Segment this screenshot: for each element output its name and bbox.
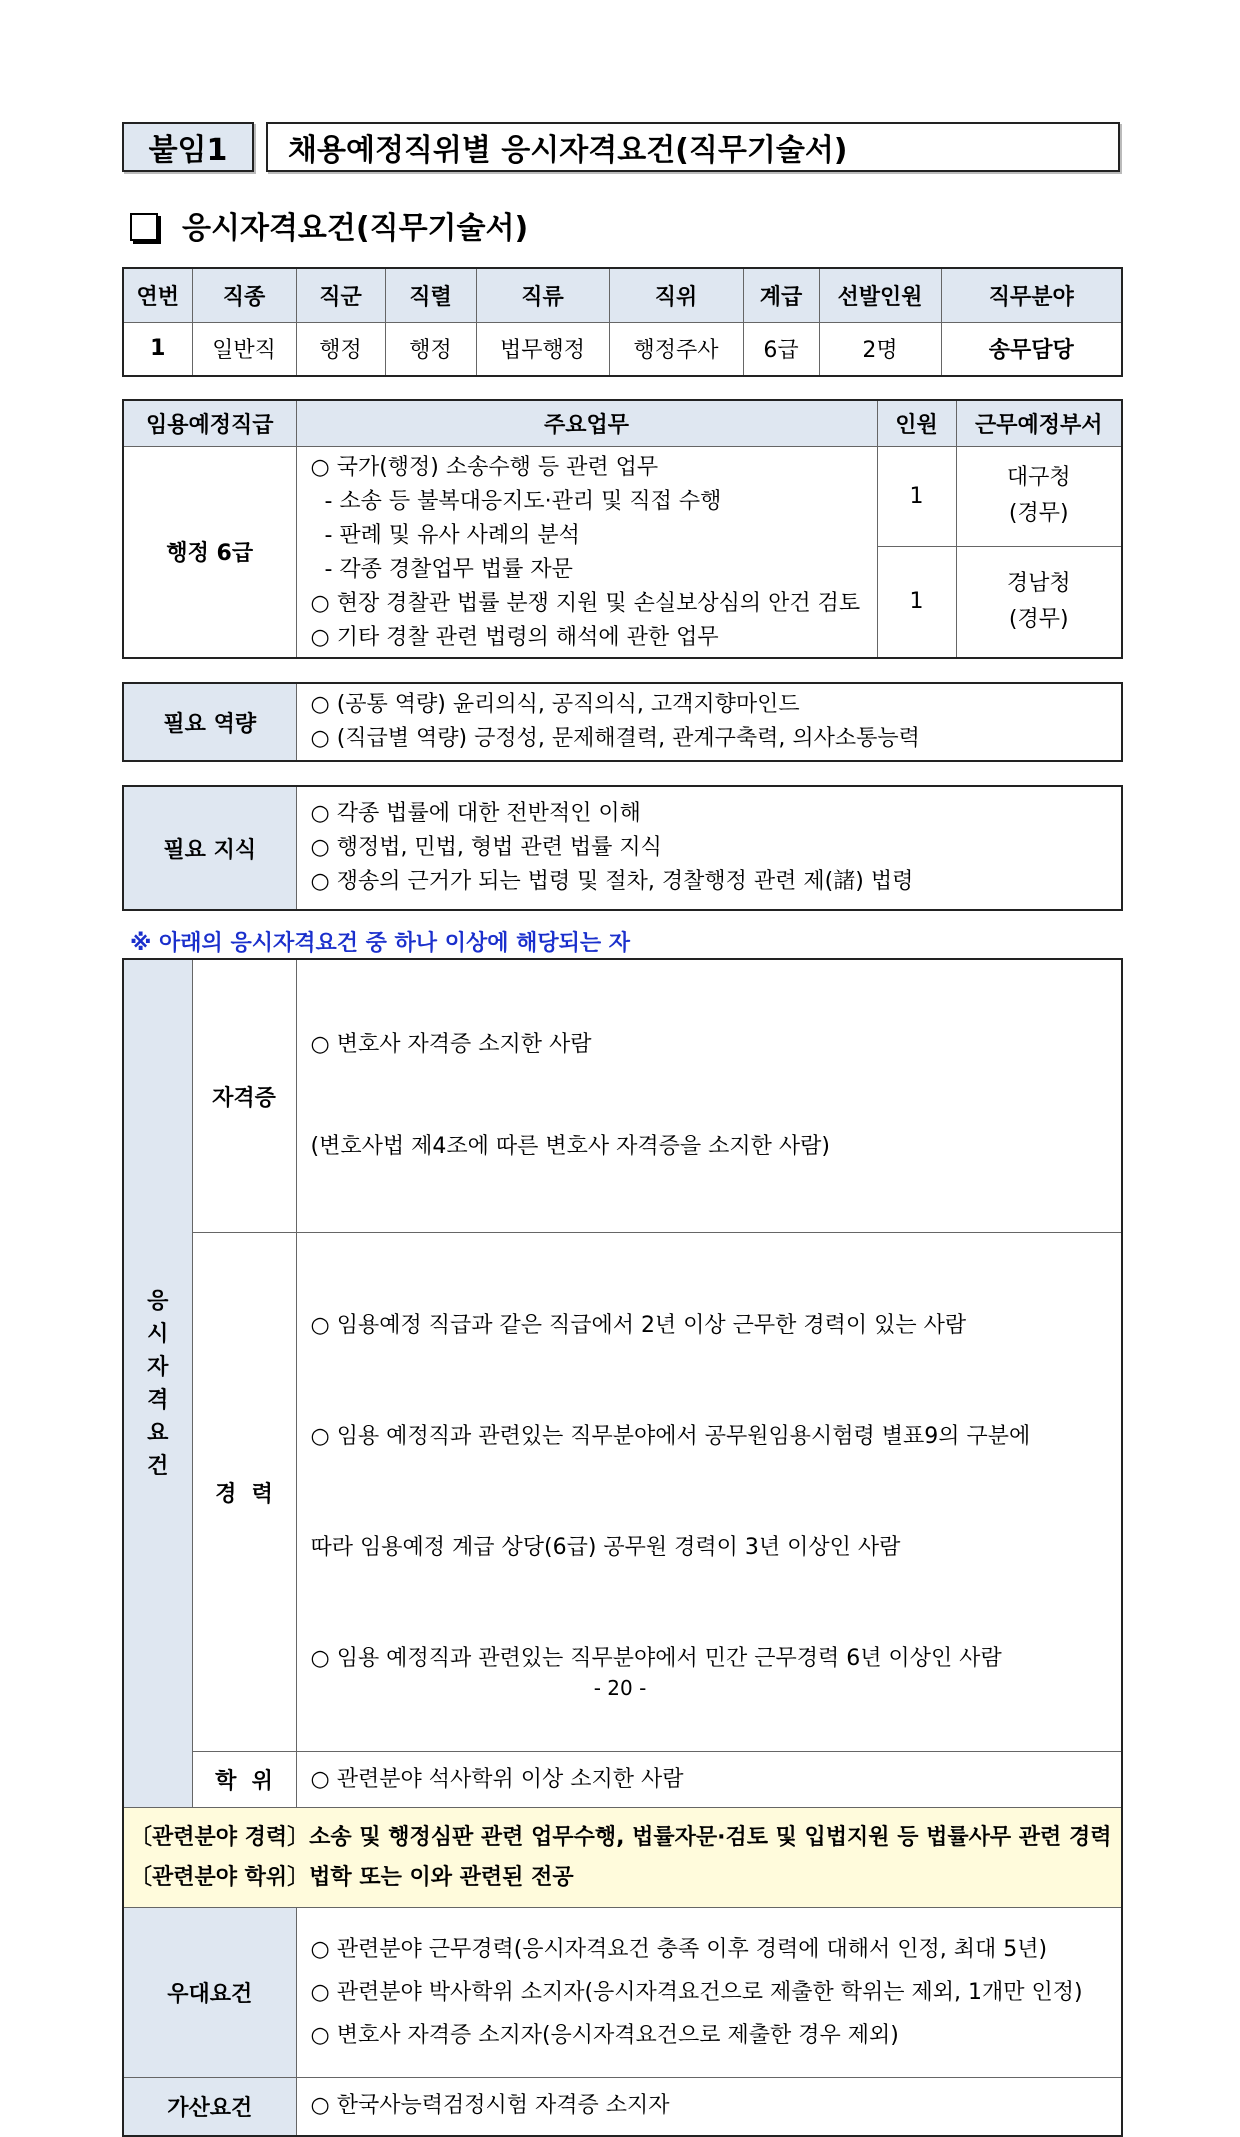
dept-name: 대구청 [1006, 465, 1071, 490]
license-item: ○ 변호사 자격증 소지한 사람 [310, 1032, 592, 1057]
competency-table [122, 682, 1123, 762]
side-char: 시 [147, 1321, 169, 1347]
table-cell: 일반직 [192, 322, 296, 376]
table-row [123, 322, 1122, 376]
attachment-tag-text: 붙임1 [148, 133, 228, 168]
duty-subitem: - 각종 경찰업무 법률 자문 [324, 556, 573, 582]
knowledge-item: ○ 쟁송의 근거가 되는 법령 및 절차, 경찰행정 관련 제(諸) 법령 [310, 869, 914, 894]
bonus-cell [296, 2078, 1122, 2136]
degree-label: 학 위 [192, 1752, 296, 1808]
count-cell: 1 [877, 446, 956, 546]
preference-label: 우대요건 [123, 1908, 296, 2078]
related-field-cell [123, 1808, 1122, 1908]
table-cell: 송무담당 [941, 322, 1122, 376]
table-row [123, 446, 1122, 546]
header-cell: 선발인원 [819, 268, 941, 322]
side-char: 요 [147, 1420, 169, 1446]
career-item: 따라 임용예정 계급 상당(6급) 공무원 경력이 3년 이상인 사람 [310, 1535, 901, 1560]
duty-item: ○ 기타 경찰 관련 법령의 해석에 관한 업무 [310, 624, 719, 650]
header-cell: 근무예정부서 [956, 400, 1122, 446]
header-cell: 직류 [476, 268, 609, 322]
table-row [123, 1908, 1122, 2078]
section-title [130, 203, 528, 247]
checkbox-bullet-icon [130, 213, 158, 241]
table-cell: 6급 [743, 322, 819, 376]
attachment-tag [122, 122, 254, 172]
dept-name: 경남청 [1006, 570, 1071, 596]
bonus-item: ○ 한국사능력검정시험 자격증 소지자 [310, 2093, 670, 2119]
table-cell: 1 [123, 322, 192, 376]
related-degree: 〔관련분야 학위〕법학 또는 이와 관련된 전공 [130, 1864, 574, 1890]
dept-division: (경무) [1008, 501, 1069, 526]
career-item: ○ 임용 예정직과 관련있는 직무분야에서 공무원임용시험령 별표9의 구분에 [310, 1424, 1031, 1449]
header-cell: 계급 [743, 268, 819, 322]
duty-table-header [123, 400, 1122, 446]
table-row [123, 786, 1122, 910]
header-cell: 직위 [609, 268, 743, 322]
duty-item: ○ 현장 경찰관 법률 분쟁 지원 및 손실보상심의 안건 검토 [310, 590, 861, 616]
duty-item: ○ 국가(행정) 소송수행 등 관련 업무 [310, 454, 659, 480]
header-cell: 주요업무 [296, 400, 877, 446]
career-item: ○ 임용예정 직급과 같은 직급에서 2년 이상 근무한 경력이 있는 사람 [310, 1313, 967, 1338]
preference-item: ○ 관련분야 근무경력(응시자격요건 충족 이후 경력에 대해서 인정, 최대 5년) [310, 1937, 1048, 1962]
table-cell: 법무행정 [476, 322, 609, 376]
career-cell [296, 1233, 1122, 1752]
grade-cell: 행정 6급 [123, 446, 296, 658]
competency-item: ○ (직급별 역량) 긍정성, 문제해결력, 관계구축력, 의사소통능력 [310, 726, 920, 751]
side-char: 격 [147, 1387, 169, 1413]
table-cell: 행정 [385, 322, 476, 376]
table-cell: 행정 [296, 322, 385, 376]
career-item: ○ 임용 예정직과 관련있는 직무분야에서 민간 근무경력 6년 이상인 사람 [310, 1646, 1002, 1671]
header-cell: 직렬 [385, 268, 476, 322]
duty-table [122, 399, 1123, 659]
document-title-box [266, 122, 1120, 172]
table-row [123, 1808, 1122, 1908]
header-cell: 연번 [123, 268, 192, 322]
knowledge-cell [296, 786, 1122, 910]
table-row [123, 1233, 1122, 1752]
preference-item: ○ 관련분야 박사학위 소지자(응시자격요건으로 제출한 학위는 제외, 1개만 인정) [310, 1980, 1083, 2005]
degree-cell [296, 1752, 1122, 1808]
license-label: 자격증 [192, 959, 296, 1233]
competency-cell [296, 683, 1122, 761]
preference-cell [296, 1908, 1122, 2078]
license-cell [296, 959, 1122, 1233]
degree-item: ○ 관련분야 석사학위 이상 소지한 사람 [310, 1766, 684, 1792]
competency-item: ○ (공통 역량) 윤리의식, 공직의식, 고객지향마인드 [310, 692, 800, 717]
header-cell: 인원 [877, 400, 956, 446]
header-cell: 직군 [296, 268, 385, 322]
header-cell: 임용예정직급 [123, 400, 296, 446]
table-cell: 행정주사 [609, 322, 743, 376]
count-cell: 1 [877, 546, 956, 658]
position-table [122, 267, 1123, 377]
header-cell: 직종 [192, 268, 296, 322]
dept-division: (경무) [1008, 606, 1069, 632]
bonus-label: 가산요건 [123, 2078, 296, 2136]
knowledge-label: 필요 지식 [123, 786, 296, 910]
header-cell: 직무분야 [941, 268, 1122, 322]
table-cell: 2명 [819, 322, 941, 376]
side-char: 응 [147, 1288, 169, 1314]
requirements-table [122, 958, 1123, 2137]
duty-subitem: - 소송 등 불복대응지도·관리 및 직접 수행 [324, 488, 722, 514]
page-number: - 20 - [593, 1676, 647, 1700]
dept-cell [956, 446, 1122, 546]
license-item: (변호사법 제4조에 따른 변호사 자격증을 소지한 사람) [310, 1134, 830, 1159]
related-career: 〔관련분야 경력〕소송 및 행정심판 관련 업무수행, 법률자문·검토 및 입법지원 등 법률사무 관련 경력 [130, 1824, 1112, 1850]
table-row [123, 2078, 1122, 2136]
position-table-header [123, 268, 1122, 322]
dept-cell [956, 546, 1122, 658]
duties-cell [296, 446, 877, 658]
competency-label: 필요 역량 [123, 683, 296, 761]
requirement-note: ※ 아래의 응시자격요건 중 하나 이상에 해당되는 자 [130, 931, 631, 956]
knowledge-item: ○ 각종 법률에 대한 전반적인 이해 [310, 801, 641, 826]
table-row [123, 683, 1122, 761]
knowledge-table [122, 785, 1123, 911]
document-title: 채용예정직위별 응시자격요건(직무기술서) [288, 133, 848, 168]
preference-item: ○ 변호사 자격증 소지자(응시자격요건으로 제출한 경우 제외) [310, 2023, 899, 2048]
duty-subitem: - 판례 및 유사 사례의 분석 [324, 522, 580, 548]
knowledge-item: ○ 행정법, 민법, 형법 관련 법률 지식 [310, 835, 662, 860]
table-row [123, 1752, 1122, 1808]
side-char: 자 [147, 1354, 169, 1380]
table-row [123, 959, 1122, 1233]
section-title-text: 응시자격요건(직무기술서) [182, 211, 529, 246]
side-char: 건 [147, 1453, 169, 1479]
career-label: 경 력 [192, 1233, 296, 1752]
